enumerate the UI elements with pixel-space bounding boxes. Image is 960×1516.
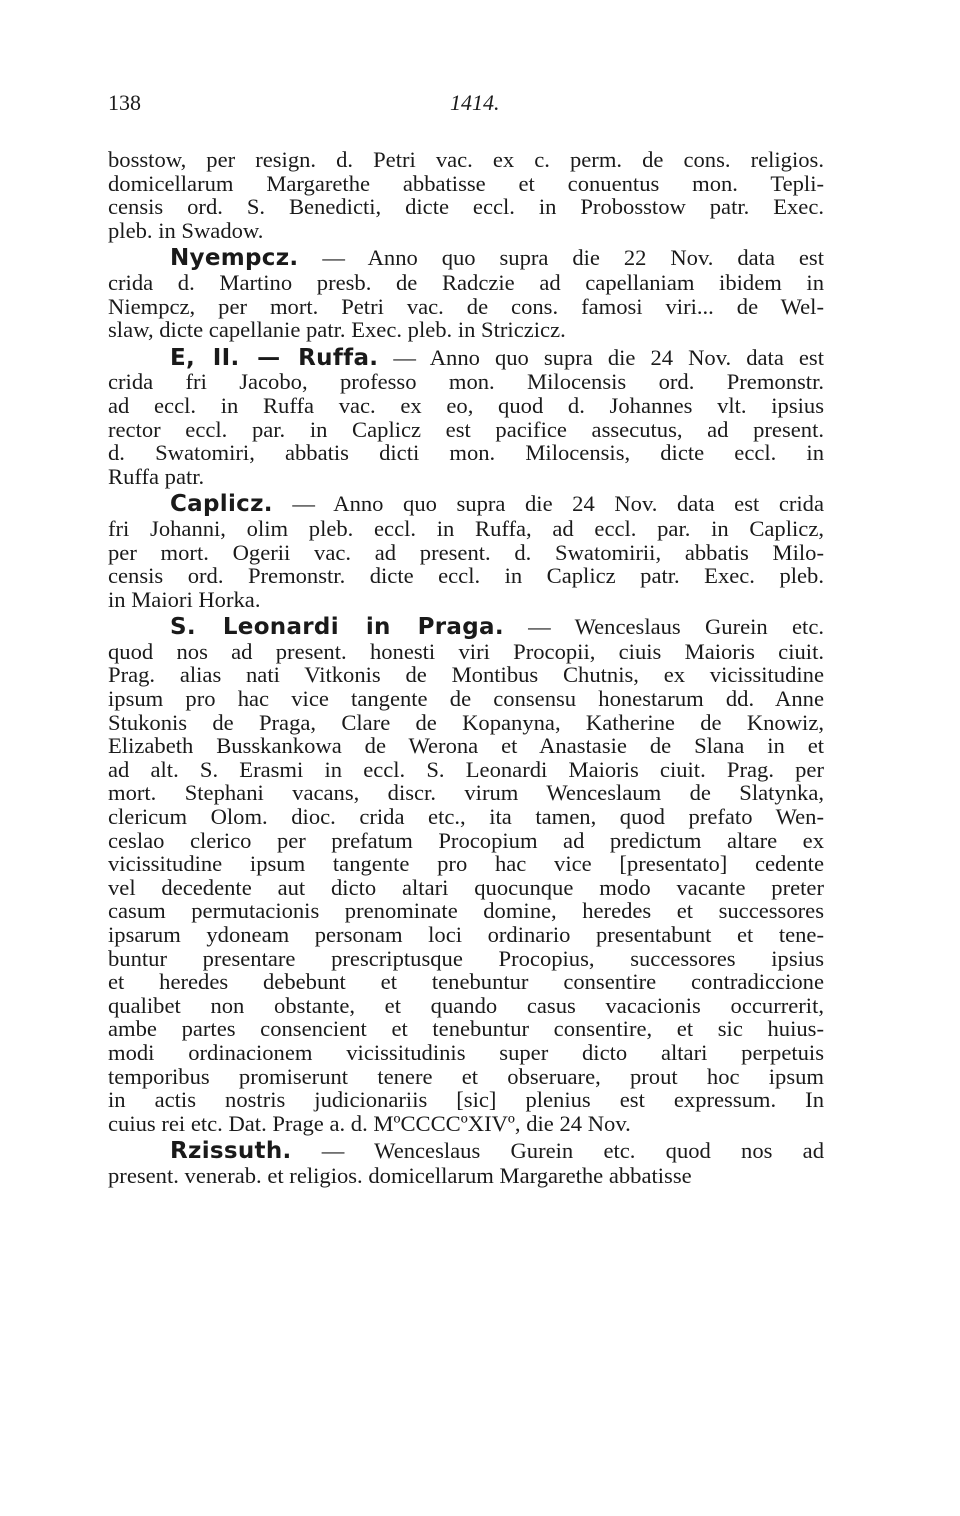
text-line: censis ord. S. Benedicti, dicte eccl. in Probosstow patr. Exec. bbox=[108, 194, 824, 220]
text-line: Elizabeth Busskankowa de Werona et Anastasie de Slana in et bbox=[108, 733, 824, 759]
text-line: crida fri Jacobo, professo mon. Milocensis ord. Premonstr. bbox=[108, 369, 824, 395]
text-line: ad alt. S. Erasmi in eccl. S. Leonardi Maioris ciuit. Prag. per bbox=[108, 756, 824, 782]
entry-first-line bbox=[108, 615, 824, 640]
entry-continuation bbox=[108, 148, 824, 242]
text-line: cuius rei etc. Dat. Prage a. d. MºCCCCºXIVº, die 24 Nov. bbox=[108, 1110, 631, 1136]
entry-first-line bbox=[108, 246, 824, 271]
text-line: censis ord. Premonstr. dicte eccl. in Caplicz patr. Exec. pleb. bbox=[108, 563, 824, 589]
text-line: ipsarum ydoneam personam loci ordinario presentabunt et tene- bbox=[108, 922, 824, 947]
text-line: qualibet non obstante, et quando casus vacacionis occurrerit, bbox=[108, 992, 824, 1018]
text-line: in Maiori Horka. bbox=[108, 586, 261, 612]
text-line: in actis nostris judicionariis [sic] plenius est expressum. In bbox=[108, 1087, 824, 1113]
running-head-year: 1414. bbox=[450, 90, 500, 115]
text-line: fri Johanni, olim pleb. eccl. in Ruffa, ad eccl. par. in Caplicz, bbox=[108, 515, 824, 541]
text-line: ipsum pro hac vice tangente de consensu honestarum dd. Anne bbox=[108, 686, 824, 712]
entry-intro: — Anno quo supra die 24 Nov. data est bbox=[378, 344, 824, 370]
entry-caplicz bbox=[108, 492, 824, 611]
entry-first-line bbox=[108, 1139, 824, 1164]
entry-intro: — Anno quo supra die 24 Nov. data est crida bbox=[272, 491, 824, 517]
text-line: Ruffa patr. bbox=[108, 463, 205, 489]
entry-first-line bbox=[108, 346, 824, 371]
text-line: Stukonis de Praga, Clare de Kopanyna, Katherine de Knowiz, bbox=[108, 709, 824, 735]
page-header bbox=[108, 84, 824, 126]
entry-ruffa bbox=[108, 346, 824, 489]
entry-intro: — Wenceslaus Gurein etc. quod nos ad bbox=[291, 1138, 824, 1164]
text-line: vel decedente aut dicto altari quocunque modo vacante preter bbox=[108, 874, 824, 900]
entry-heading: Caplicz. bbox=[170, 491, 273, 518]
entry-nyempcz bbox=[108, 246, 824, 341]
body-text bbox=[108, 148, 824, 1188]
entry-heading: S. Leonardi in Praga. bbox=[170, 614, 504, 641]
page-number: 138 bbox=[108, 90, 141, 115]
text-line: ambe partes consencient et tenebuntur consentire, et sic huius- bbox=[108, 1016, 824, 1042]
text-line: per mort. Ogerii vac. ad present. d. Swatomirii, abbatis Milo- bbox=[108, 539, 824, 565]
text-line: clericum Olom. dioc. crida etc., ita tamen, quod prefato Wen- bbox=[108, 804, 824, 830]
entry-heading: Rzissuth. bbox=[170, 1138, 292, 1165]
text-line: vicissitudine ipsum tangente pro hac vice [presentato] cedente bbox=[108, 851, 824, 877]
text-line: present. venerab. et religios. domicellarum Margarethe abbatisse bbox=[108, 1162, 692, 1188]
text-line: buntur presentare prescriptusque Procopius, successores ipsius bbox=[108, 945, 824, 971]
entry-first-line bbox=[108, 492, 824, 517]
entry-rzissuth bbox=[108, 1139, 824, 1187]
entry-intro: — Wenceslaus Gurein etc. bbox=[503, 614, 824, 640]
text-line: et heredes debebunt et tenebuntur consentire contradiccione bbox=[108, 969, 824, 995]
text-line: rector eccl. par. in Caplicz est pacifice assecutus, ad present. bbox=[108, 416, 824, 442]
text-line: modi ordinacionem vicissitudinis super dicto altari perpetuis bbox=[108, 1039, 824, 1065]
text-line: crida d. Martino presb. de Radczie ad capellaniam ibidem in bbox=[108, 269, 824, 295]
text-line: mort. Stephani vacans, discr. virum Wenceslaum de Slatynka, bbox=[108, 780, 824, 806]
text-line: slaw, dicte capellanie patr. Exec. pleb. in Striczicz. bbox=[108, 317, 566, 343]
text-line: domicellarum Margarethe abbatisse et conuentus mon. Tepli- bbox=[108, 170, 824, 196]
text-line: Prag. alias nati Vitkonis de Montibus Chutnis, ex vicissitudine bbox=[108, 662, 824, 688]
text-line: quod nos ad present. honesti viri Procopii, ciuis Maioris ciuit. bbox=[108, 638, 824, 664]
text-line: ceslao clerico per prefatum Procopium ad predictum altare ex bbox=[108, 827, 824, 853]
entry-intro: — Anno quo supra die 22 Nov. data est bbox=[298, 245, 824, 271]
entry-heading: Nyempcz. bbox=[170, 245, 299, 272]
entry-heading: E, II. — Ruffa. bbox=[170, 344, 379, 371]
document-page bbox=[108, 84, 824, 1188]
text-line: d. Swatomiri, abbatis dicti mon. Milocensis, dicte eccl. in bbox=[108, 440, 824, 466]
text-line: pleb. in Swadow. bbox=[108, 217, 264, 243]
text-line: bosstow, per resign. d. Petri vac. ex c. perm. de cons. religios. bbox=[108, 147, 824, 172]
text-line: Niempcz, per mort. Petri vac. de cons. famosi viri... de Wel- bbox=[108, 293, 824, 319]
text-line: ad eccl. in Ruffa vac. ex eo, quod d. Johannes vlt. ipsius bbox=[108, 392, 824, 418]
text-line: casum permutacionis prenominate domine, heredes et successores bbox=[108, 898, 824, 924]
entry-s-leonardi bbox=[108, 615, 824, 1135]
text-line: temporibus promiserunt tenere et obseruare, prout hoc ipsum bbox=[108, 1063, 824, 1089]
